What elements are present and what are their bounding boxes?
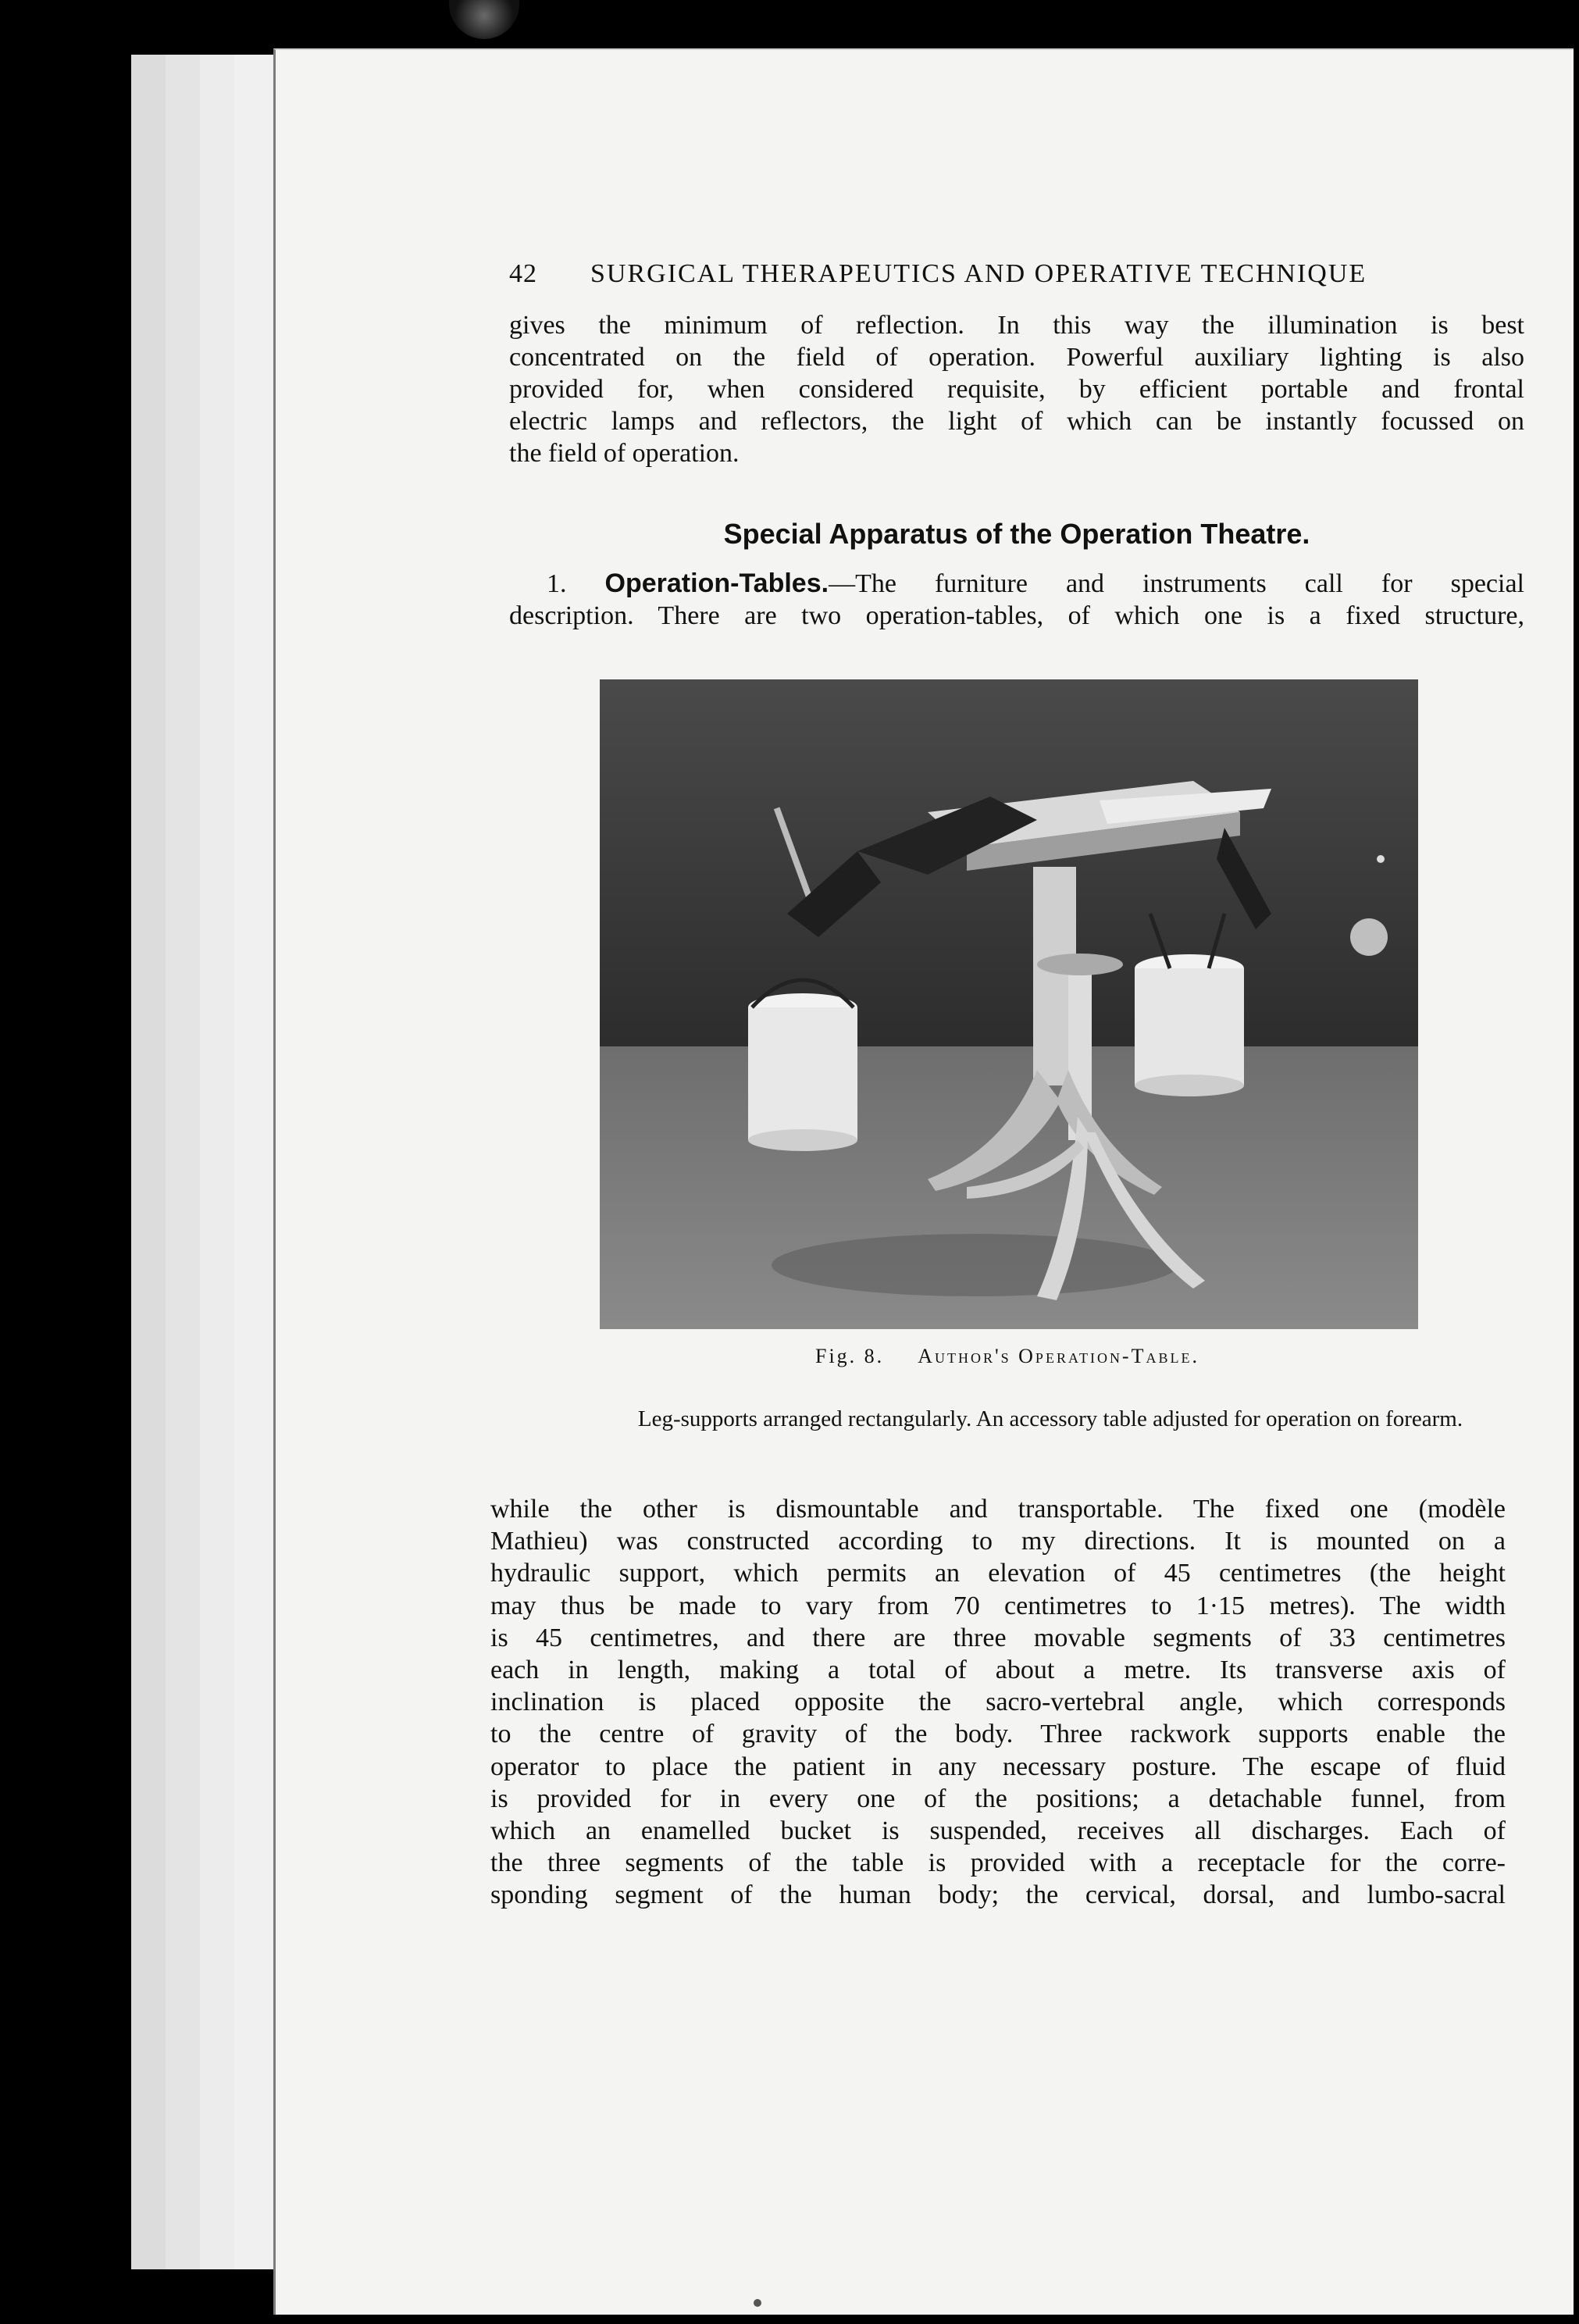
text-line: concentrated on the field of operation. Powerful auxiliary lighting is also (509, 343, 1524, 372)
figure-title: Author's Operation-Table. (918, 1345, 1199, 1367)
text-line: the field of operation. (509, 439, 740, 468)
item-title: Operation-Tables. (604, 569, 829, 598)
text-line: the three segments of the table is provided with a receptacle for the corre- (490, 1848, 1506, 1878)
text-line: inclination is placed opposite the sacro-vertebral angle, which corresponds (490, 1688, 1506, 1717)
text-line: is provided for in every one of the positions; a detachable funnel, from (490, 1784, 1506, 1813)
text-line: may thus be made to vary from 70 centimetres to 1·15 metres). The width (490, 1591, 1506, 1620)
text-line: is 45 centimetres, and there are three movable segments of 33 centimetres (490, 1623, 1506, 1652)
text-line-rest: —The furniture and instruments call for special (829, 569, 1524, 598)
figure-label: Fig. 8. (815, 1345, 885, 1367)
section-heading: Special Apparatus of the Operation Theatre. (723, 518, 1310, 550)
text-line: electric lamps and reflectors, the light of which can be instantly focussed on (509, 407, 1524, 436)
scan-blot (449, 0, 519, 39)
intro-paragraph (509, 309, 1524, 469)
operation-table-photo (600, 679, 1418, 1329)
figure-caption (625, 1345, 1390, 1368)
text-line (509, 568, 1524, 600)
text-line: which an enamelled bucket is suspended, receives all discharges. Each of (490, 1816, 1506, 1846)
operation-tables-paragraph (509, 568, 1524, 632)
page-number: 42 (509, 259, 537, 288)
text-line: to the centre of gravity of the body. Three rackwork supports enable the (490, 1720, 1506, 1749)
text-line: each in length, making a total of about a metre. Its transverse axis of (490, 1656, 1506, 1685)
text-line: hydraulic support, which permits an elevation of 45 centimetres (the height (490, 1559, 1506, 1588)
running-header (509, 259, 1501, 298)
text-line: operator to place the patient in any necessary posture. The escape of fluid (490, 1752, 1506, 1781)
running-head: SURGICAL THERAPEUTICS AND OPERATIVE TECHNIQUE (590, 259, 1367, 288)
text-line: description. There are two operation-tables, of which one is a fixed structure, (509, 601, 1524, 630)
text-line: gives the minimum of reflection. In this way the illumination is best (509, 311, 1524, 340)
item-number: 1. (547, 569, 567, 598)
text-line: provided for, when considered requisite, by efficient portable and frontal (509, 375, 1524, 404)
speck (754, 2299, 761, 2307)
text-line: sponding segment of the human body; the cervical, dorsal, and lumbo-sacral (490, 1880, 1506, 1910)
text-line: while the other is dismountable and transportable. The fixed one (modèle (490, 1495, 1506, 1524)
text-line: Mathieu) was constructed according to my directions. It is mounted on a (490, 1527, 1506, 1556)
continuation-paragraph (490, 1493, 1506, 1912)
figure-note: Leg-supports arranged rectangularly. An accessory table adjusted for operation on forearm. (637, 1406, 1463, 1431)
